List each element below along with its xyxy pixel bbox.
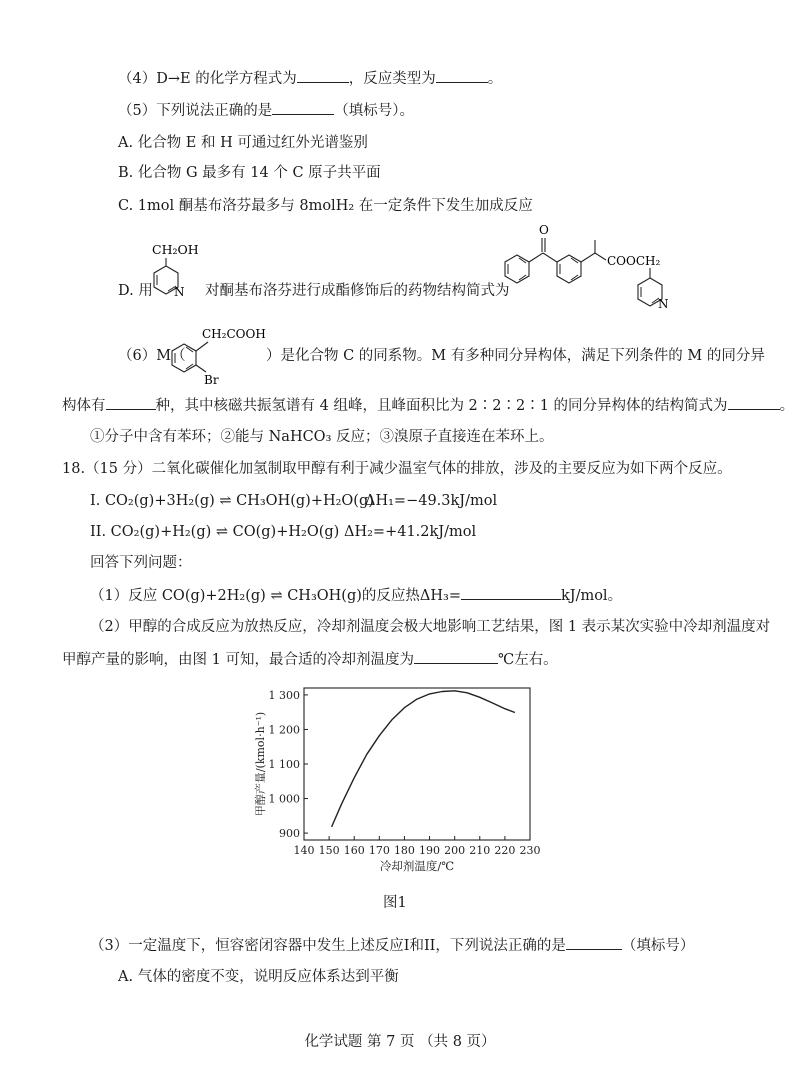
x-tick-label: 210 — [469, 844, 491, 857]
q17-part5: （5）下列说法正确的是 （填标号）。 — [118, 100, 414, 121]
option-d-prefix: D. 用 — [118, 283, 153, 299]
option-c: C. 1mol 酮基布洛芬最多与 8molH₂ 在一定条件下发生加成反应 — [118, 198, 533, 214]
answer-blank[interactable] — [106, 395, 156, 410]
answer-prompt: 回答下列问题： — [90, 555, 192, 571]
page-footer: 化学试题 第 7 页 （共 8 页） — [304, 1034, 496, 1050]
ester-drug-structure — [500, 222, 670, 322]
x-tick-label: 180 — [393, 844, 415, 857]
reaction-1: I. CO₂(g)+3H₂(g) ⇌ CH₃OH(g)+H₂O(g) — [90, 493, 374, 509]
answer-blank[interactable] — [461, 585, 561, 600]
q18-part2-line1: （2）甲醇的合成反应为放热反应，冷却剂温度会极大地影响工艺结果，图 1 表示某次实验中冷却剂温度对 — [90, 619, 771, 635]
answer-blank[interactable] — [728, 395, 780, 410]
figure-caption: 图1 — [383, 895, 407, 911]
ch2cooh-label: CH₂COOH — [202, 327, 266, 341]
q18-part2-line2: 甲醇产量的影响，由图 1 可知，最合适的冷却剂温度为 ℃左右。 — [62, 649, 558, 670]
methanol-yield-chart — [250, 680, 550, 880]
q18-option-a: A. 气体的密度不变，说明反应体系达到平衡 — [118, 969, 399, 985]
ch2oh-label: CH₂OH — [152, 242, 199, 257]
x-tick-label: 140 — [293, 844, 315, 857]
cooch2-label: COOCH₂ — [607, 254, 661, 268]
series-line-methanol-yield — [332, 691, 515, 827]
answer-blank[interactable] — [297, 68, 349, 83]
y-tick-label: 1 300 — [268, 688, 300, 702]
reaction-2-dh: ΔH₂=+41.2kJ/mol — [344, 524, 477, 540]
x-tick-label: 160 — [343, 844, 365, 857]
x-tick-label: 220 — [494, 844, 516, 857]
y-tick-label: 1 200 — [268, 723, 300, 737]
option-d-text: 对酮基布洛芬进行成酯修饰后的药物结构简式为 — [205, 283, 510, 299]
conditions: ①分子中含有苯环；②能与 NaHCO₃ 反应；③溴原子直接连在苯环上。 — [90, 429, 554, 445]
pyridine-n: N — [658, 297, 669, 311]
answer-blank[interactable] — [436, 68, 488, 83]
answer-blank[interactable] — [272, 100, 334, 115]
x-tick-label: 200 — [444, 844, 466, 857]
compound-m-structure — [150, 326, 268, 388]
x-tick-label: 150 — [318, 844, 340, 857]
x-tick-label: 190 — [419, 844, 441, 857]
pyridine-methanol-structure — [150, 236, 204, 308]
option-b: B. 化合物 G 最多有 14 个 C 原子共平面 — [118, 165, 381, 181]
y-tick-label: 1 000 — [268, 792, 300, 806]
q18-part1: （1）反应 CO(g)+2H₂(g) ⇌ CH₃OH(g)的反应热ΔH₃= kJ/mol。 — [90, 585, 622, 606]
answer-blank[interactable] — [566, 935, 622, 950]
q18-intro: 18.（15 分）二氧化碳催化加氢制取甲醇有利于减少温室气体的排放，涉及的主要反应为如下两个反应。 — [62, 461, 732, 477]
reaction-2: II. CO₂(g)+H₂(g) ⇌ CO(g)+H₂O(g) — [90, 524, 340, 540]
q17-part6-start: （6）M（ — [118, 348, 186, 364]
reaction-1-dh: ΔH₁=−49.3kJ/mol — [365, 493, 498, 509]
ketone-o: O — [539, 223, 549, 237]
x-axis-label: 冷却剂温度/℃ — [379, 859, 455, 873]
q17-part6-cont: 构体有 种，其中核磁共振氢谱有 4 组峰，且峰面积比为 2∶2∶2∶1 的同分异构体的结构简式为 。 — [62, 395, 794, 416]
pyridine-n: N — [174, 285, 185, 299]
br-label: Br — [204, 373, 219, 387]
x-tick-label: 170 — [368, 844, 390, 857]
q18-part3: （3）一定温度下，恒容密闭容器中发生上述反应I和II，下列说法正确的是 （填标号） — [90, 935, 694, 956]
y-axis-label: 甲醇产量/(kmol·h⁻¹) — [254, 711, 267, 817]
option-a: A. 化合物 E 和 H 可通过红外光谱鉴别 — [118, 135, 368, 151]
q17-part6-text: ）是化合物 C 的同系物。M 有多种同分异构体，满足下列条件的 M 的同分异 — [266, 348, 765, 364]
y-tick-label: 1 100 — [268, 758, 300, 771]
y-tick-label: 900 — [279, 827, 300, 841]
x-tick-label: 230 — [519, 844, 541, 857]
q17-part4: （4）D→E 的化学方程式为 ，反应类型为 。 — [118, 68, 502, 89]
answer-blank[interactable] — [414, 649, 498, 664]
plot-frame — [304, 688, 530, 840]
